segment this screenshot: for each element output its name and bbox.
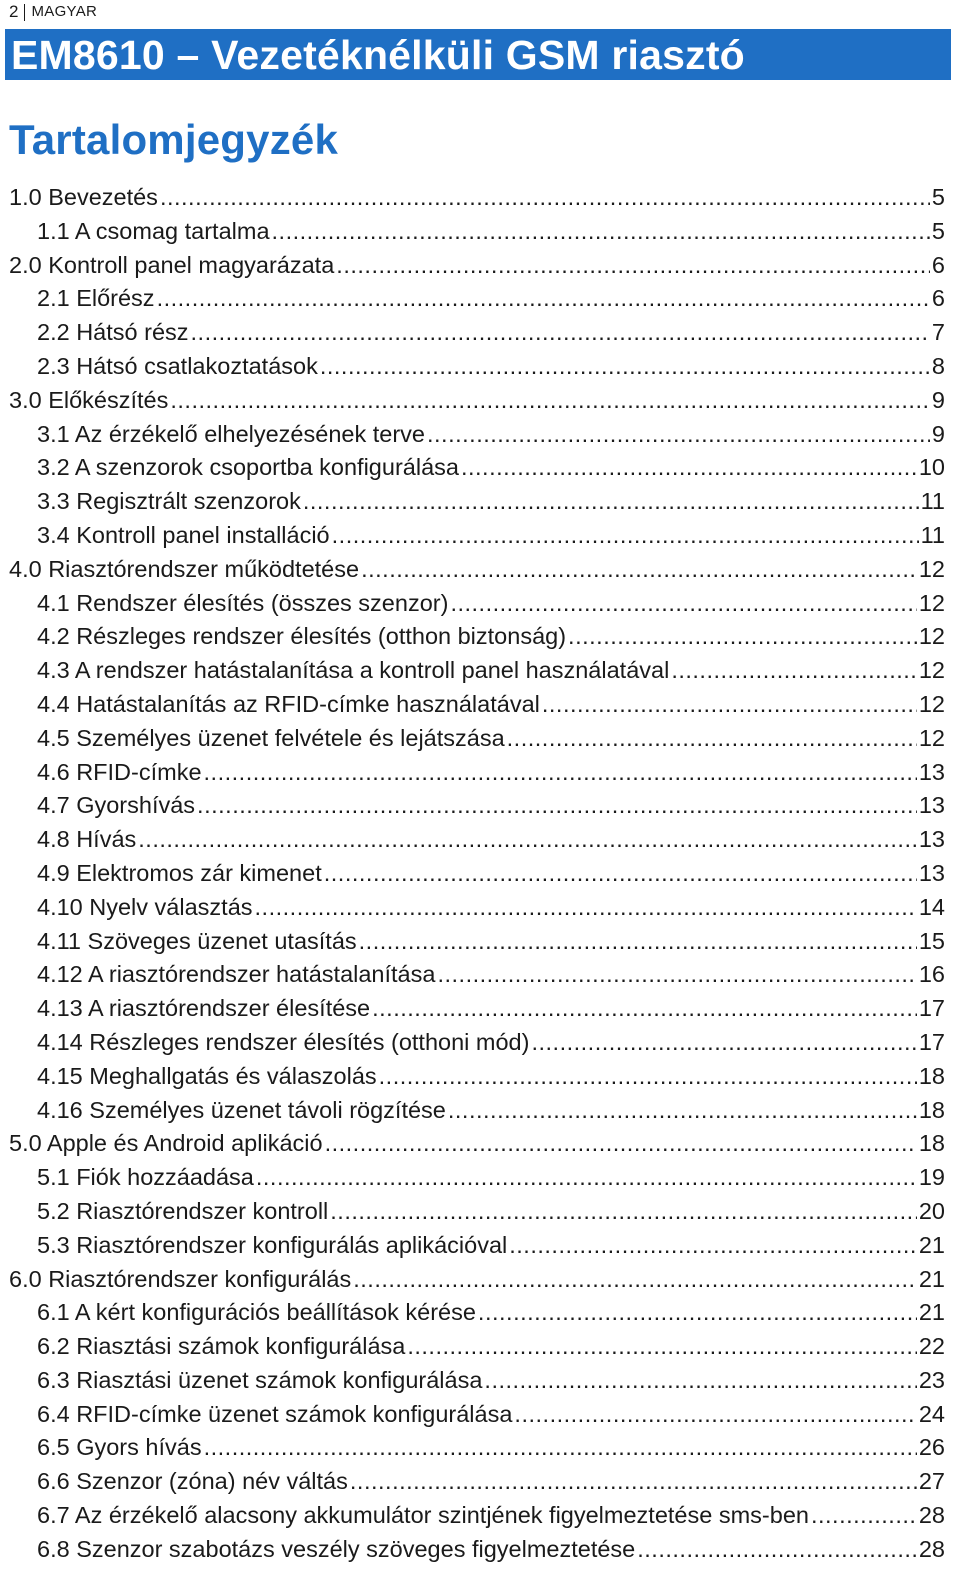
toc-entry-title: 3.3 Regisztrált szenzorok xyxy=(37,488,301,515)
toc-entry-title: 5.3 Riasztórendszer konfigurálás aplikációval xyxy=(37,1231,508,1258)
toc-dot-leader xyxy=(507,722,917,756)
toc-entry[interactable] xyxy=(0,282,960,316)
toc-entry-page: 28 xyxy=(918,1535,945,1562)
toc-entry-title: 6.7 Az érzékelő alacsony akkumulátor szintjének figyelmeztetése sms-ben xyxy=(37,1502,809,1529)
toc-dot-leader xyxy=(157,282,930,316)
toc-entry-title: 4.5 Személyes üzenet felvétele és lejátszása xyxy=(37,724,505,751)
toc-entry[interactable] xyxy=(0,350,960,384)
toc-entry-title: 5.2 Riasztórendszer kontroll xyxy=(37,1197,329,1224)
toc-entry-title: 3.2 A szenzorok csoportba konfigurálása xyxy=(37,454,459,481)
toc-entry-title: 4.6 RFID-címke xyxy=(37,758,202,785)
toc-entry[interactable] xyxy=(0,316,960,350)
toc-entry[interactable] xyxy=(0,789,960,823)
toc-entry[interactable] xyxy=(0,1533,960,1567)
toc-dot-leader xyxy=(272,215,930,249)
toc-entry-title: 4.8 Hívás xyxy=(37,826,137,853)
toc-entry-title: 4.7 Gyorshívás xyxy=(37,792,196,819)
toc-dot-leader xyxy=(542,688,917,722)
toc-entry[interactable] xyxy=(0,688,960,722)
toc-entry-title: 3.0 Előkészítés xyxy=(9,386,169,413)
toc-entry-title: 4.15 Meghallgatás és válaszolás xyxy=(37,1062,377,1089)
toc-entry[interactable] xyxy=(0,1094,960,1128)
toc-dot-leader xyxy=(255,891,917,925)
toc-entry-page: 11 xyxy=(920,488,945,515)
toc-entry-title: 4.13 A riasztórendszer élesítése xyxy=(37,995,371,1022)
toc-dot-leader xyxy=(461,451,917,485)
toc-entry-title: 4.16 Személyes üzenet távoli rögzítése xyxy=(37,1096,446,1123)
toc-entry-page: 9 xyxy=(931,420,945,447)
toc-entry[interactable] xyxy=(0,620,960,654)
toc-entry-title: 4.10 Nyelv választás xyxy=(37,893,253,920)
toc-entry-page: 28 xyxy=(918,1502,945,1529)
toc-entry-page: 17 xyxy=(918,1028,945,1055)
toc-dot-leader xyxy=(514,1398,916,1432)
toc-entry-page: 21 xyxy=(918,1265,945,1292)
toc-entry-title: 6.0 Riasztórendszer konfigurálás xyxy=(9,1265,352,1292)
toc-entry-page: 13 xyxy=(918,792,945,819)
toc-entry[interactable] xyxy=(0,1465,960,1499)
toc-entry-title: 1.0 Bevezetés xyxy=(9,184,158,210)
toc-entry[interactable] xyxy=(0,1263,960,1297)
toc-entry-title: 2.1 Előrész xyxy=(37,285,155,312)
toc-entry[interactable] xyxy=(0,1499,960,1533)
toc-entry-title: 4.9 Elektromos zár kimenet xyxy=(37,859,322,886)
toc-dot-leader xyxy=(330,1195,917,1229)
toc-entry-title: 2.0 Kontroll panel magyarázata xyxy=(9,251,335,278)
toc-dot-leader xyxy=(531,1026,916,1060)
toc-entry[interactable] xyxy=(0,1330,960,1364)
toc-dot-leader xyxy=(160,181,930,215)
toc-entry[interactable] xyxy=(0,1127,960,1161)
toc-entry[interactable] xyxy=(0,1195,960,1229)
toc-dot-leader xyxy=(324,857,917,891)
toc-entry-page: 19 xyxy=(918,1164,945,1191)
toc-entry-title: 4.0 Riasztórendszer működtetése xyxy=(9,555,360,582)
toc-entry-page: 12 xyxy=(918,623,945,650)
toc-entry-page: 18 xyxy=(918,1096,945,1123)
toc-entry-title: 4.3 A rendszer hatástalanítása a kontroll panel használatával xyxy=(37,657,670,684)
toc-entry-title: 6.5 Gyors hívás xyxy=(37,1434,202,1461)
toc-entry-page: 20 xyxy=(918,1197,945,1224)
document-title-bar xyxy=(5,29,951,80)
toc-entry-page: 6 xyxy=(931,285,945,312)
toc-dot-leader xyxy=(811,1499,917,1533)
toc-entry[interactable] xyxy=(0,1161,960,1195)
toc-heading: Tartalomjegyzék xyxy=(9,116,339,163)
toc-entry-page: 16 xyxy=(918,961,945,988)
toc-dot-leader xyxy=(637,1533,917,1567)
toc-entry-page: 13 xyxy=(918,826,945,853)
toc-dot-leader xyxy=(372,992,917,1026)
toc-entry-title: 1.1 A csomag tartalma xyxy=(37,217,270,244)
toc-entry-page: 13 xyxy=(918,859,945,886)
toc-dot-leader xyxy=(336,249,930,283)
toc-entry-title: 3.1 Az érzékelő elhelyezésének terve xyxy=(37,420,425,447)
toc-dot-leader xyxy=(450,587,916,621)
toc-entry-title: 2.2 Hátsó rész xyxy=(37,319,189,346)
toc-entry[interactable] xyxy=(0,1229,960,1263)
toc-entry[interactable] xyxy=(0,215,960,249)
toc-entry-page: 12 xyxy=(918,589,945,616)
document-title: EM8610 – Vezetéknélküli GSM riasztó xyxy=(11,31,745,78)
page-header xyxy=(9,2,97,22)
toc-entry-page: 26 xyxy=(918,1434,945,1461)
toc-entry-page: 9 xyxy=(931,386,945,413)
toc-entry-title: 2.3 Hátsó csatlakoztatások xyxy=(37,352,318,379)
toc-entry-page: 18 xyxy=(918,1130,945,1157)
toc-entry-title: 5.0 Apple és Android aplikáció xyxy=(9,1130,323,1157)
toc-entry-page: 12 xyxy=(918,690,945,717)
toc-entry-title: 4.1 Rendszer élesítés (összes szenzor) xyxy=(37,589,449,616)
toc-dot-leader xyxy=(407,1330,917,1364)
toc-entry[interactable] xyxy=(0,451,960,485)
toc-entry[interactable] xyxy=(0,756,960,790)
toc-entry-title: 4.12 A riasztórendszer hatástalanítása xyxy=(37,961,436,988)
toc-entry-page: 14 xyxy=(918,893,945,920)
toc-entry-page: 11 xyxy=(920,521,945,548)
toc-dot-leader xyxy=(170,384,930,418)
toc-entry[interactable] xyxy=(0,992,960,1026)
toc-entry-page: 5 xyxy=(931,217,945,244)
toc-entry[interactable] xyxy=(0,1296,960,1330)
toc-entry-page: 24 xyxy=(918,1400,945,1427)
toc-entry[interactable] xyxy=(0,384,960,418)
toc-entry-title: 6.4 RFID-címke üzenet számok konfigurálása xyxy=(37,1400,513,1427)
toc-entry[interactable] xyxy=(0,485,960,519)
toc-entry-title: 6.8 Szenzor szabotázs veszély szöveges figyelmeztetése xyxy=(37,1535,636,1562)
toc-entry-page: 12 xyxy=(918,724,945,751)
toc-entry-page: 12 xyxy=(918,657,945,684)
toc-dot-leader xyxy=(325,1127,917,1161)
toc-dot-leader xyxy=(359,925,917,959)
toc-dot-leader xyxy=(303,485,919,519)
toc-entry-title: 4.14 Részleges rendszer élesítés (otthoni mód) xyxy=(37,1028,530,1055)
toc-entry[interactable] xyxy=(0,958,960,992)
toc-entry-page: 7 xyxy=(931,319,945,346)
toc-entry-page: 21 xyxy=(918,1299,945,1326)
toc-entry[interactable] xyxy=(0,891,960,925)
toc-dot-leader xyxy=(509,1229,917,1263)
toc-entry[interactable] xyxy=(0,587,960,621)
toc-entry-title: 4.4 Hatástalanítás az RFID-címke használatával xyxy=(37,690,540,717)
toc-entry-page: 22 xyxy=(918,1333,945,1360)
toc-dot-leader xyxy=(320,350,930,384)
toc-entry[interactable] xyxy=(0,181,960,215)
toc-dot-leader xyxy=(478,1296,917,1330)
toc-entry[interactable] xyxy=(0,553,960,587)
toc-entry-title: 4.11 Szöveges üzenet utasítás xyxy=(37,927,357,954)
toc-entry-page: 13 xyxy=(918,758,945,785)
toc-dot-leader xyxy=(350,1465,917,1499)
header-language: MAGYAR xyxy=(31,3,98,20)
toc-entry-page: 8 xyxy=(931,352,945,379)
toc-dot-leader xyxy=(332,519,919,553)
toc-entry-page: 5 xyxy=(931,184,945,210)
toc-dot-leader xyxy=(191,316,930,350)
toc-entry-page: 27 xyxy=(918,1468,945,1495)
toc-entry[interactable] xyxy=(0,1060,960,1094)
toc-dot-leader xyxy=(353,1263,917,1297)
toc-entry[interactable] xyxy=(0,1364,960,1398)
header-divider xyxy=(24,4,25,21)
toc-entry-page: 15 xyxy=(918,927,945,954)
toc-dot-leader xyxy=(568,620,917,654)
toc-entry-title: 3.4 Kontroll panel installáció xyxy=(37,521,330,548)
toc-dot-leader xyxy=(437,958,916,992)
toc-entry-page: 23 xyxy=(918,1366,945,1393)
toc-entry-page: 18 xyxy=(918,1062,945,1089)
toc-entry[interactable] xyxy=(0,722,960,756)
toc-dot-leader xyxy=(204,756,917,790)
toc-dot-leader xyxy=(484,1364,916,1398)
toc-dot-leader xyxy=(138,823,917,857)
toc-dot-leader xyxy=(361,553,917,587)
toc-entry[interactable] xyxy=(0,418,960,452)
toc-entry-page: 12 xyxy=(918,555,945,582)
toc-dot-leader xyxy=(204,1431,917,1465)
toc-entry[interactable] xyxy=(0,654,960,688)
toc-entry[interactable] xyxy=(0,249,960,283)
toc-entry[interactable] xyxy=(0,823,960,857)
toc-dot-leader xyxy=(427,418,930,452)
toc-entry[interactable] xyxy=(0,925,960,959)
toc-entry-title: 6.2 Riasztási számok konfigurálása xyxy=(37,1333,406,1360)
toc-entry-title: 4.2 Részleges rendszer élesítés (otthon biztonság) xyxy=(37,623,567,650)
toc-dot-leader xyxy=(256,1161,917,1195)
toc-entry[interactable] xyxy=(0,1398,960,1432)
toc-dot-leader xyxy=(448,1094,917,1128)
toc-dot-leader xyxy=(379,1060,917,1094)
toc-entry-page: 10 xyxy=(918,454,945,481)
toc-dot-leader xyxy=(197,789,917,823)
toc-dot-leader xyxy=(671,654,917,688)
toc-entry[interactable] xyxy=(0,519,960,553)
toc-entry[interactable] xyxy=(0,857,960,891)
toc-entry-title: 6.3 Riasztási üzenet számok konfigurálása xyxy=(37,1366,483,1393)
toc-entry-title: 6.1 A kért konfigurációs beállítások kérése xyxy=(37,1299,476,1326)
toc-entry[interactable] xyxy=(0,1026,960,1060)
table-of-contents xyxy=(0,181,960,1567)
toc-entry-title: 6.6 Szenzor (zóna) név váltás xyxy=(37,1468,348,1495)
toc-entry-page: 21 xyxy=(918,1231,945,1258)
toc-entry-title: 5.1 Fiók hozzáadása xyxy=(37,1164,254,1191)
toc-entry-page: 6 xyxy=(931,251,945,278)
toc-entry[interactable] xyxy=(0,1431,960,1465)
toc-entry-page: 17 xyxy=(918,995,945,1022)
page-number: 2 xyxy=(9,2,19,21)
